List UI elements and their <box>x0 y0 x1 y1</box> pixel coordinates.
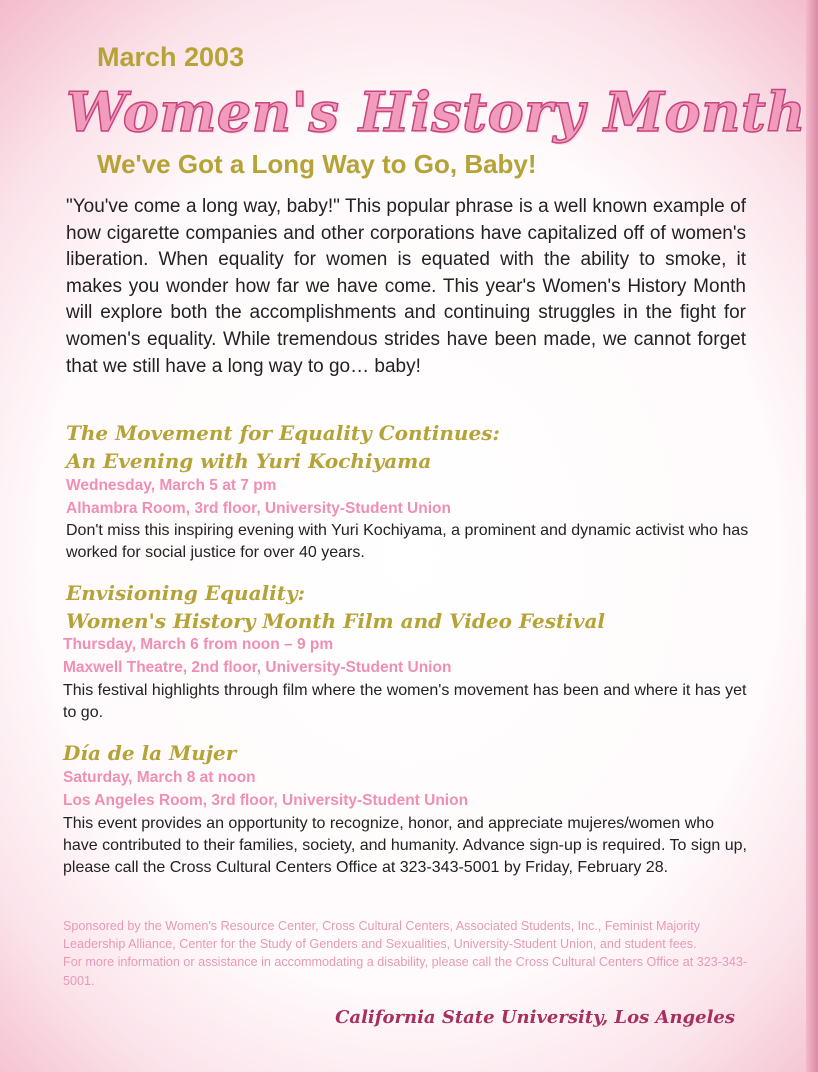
event-title-line: Women's History Month Film and Video Festival <box>66 609 606 633</box>
event-location: Alhambra Room, 3rd floor, University-Student Union <box>66 500 451 517</box>
event-2-meta <box>63 633 451 679</box>
university-signature: California State University, Los Angeles <box>335 1007 735 1028</box>
subtitle: We've Got a Long Way to Go, Baby! <box>97 149 537 179</box>
event-date: Saturday, March 8 at noon <box>63 769 256 786</box>
event-title-line: Día de la Mujer <box>63 741 237 765</box>
main-title: Women's History Month <box>66 80 807 144</box>
sponsors-text: Sponsored by the Women's Resource Center, Cross Cultural Centers, Associated Students, Inc., Feminist Majority Leadership Alliance, Center for the Study of Genders and Sexualities, University-Student Union, and student fees. <box>63 919 701 952</box>
event-title-line: The Movement for Equality Continues: <box>66 421 500 445</box>
event-3-meta <box>63 766 468 812</box>
event-2-title <box>66 579 605 635</box>
date-heading: March 2003 <box>97 42 245 72</box>
event-date: Thursday, March 6 from noon – 9 pm <box>63 636 334 653</box>
intro-paragraph: "You've come a long way, baby!" This popular phrase is a well known example of how cigarette companies and other corporations have capitalized off of women's liberation. When equality for women is equated with the ability to smoke, it makes you wonder how far we have come. This year's Women's History Month will explore both the accomplishments and continuing struggles in the fight for women's equality. While tremendous strides have been made, we cannot forget that we still have a long way to go… baby! <box>66 196 746 377</box>
event-date: Wednesday, March 5 at 7 pm <box>66 477 277 494</box>
event-1-title <box>66 419 500 475</box>
event-3-description: This event provides an opportunity to recognize, honor, and appreciate mujeres/women who have contributed to their families, society, and humanity. Advance sign-up is required. To sign up, please call the Cross Cultural Centers Office at 323-343-5001 by Friday, February 28. <box>63 815 747 876</box>
event-3-title <box>63 739 236 767</box>
event-location: Los Angeles Room, 3rd floor, University-Student Union <box>63 792 469 809</box>
event-1-meta <box>66 474 451 520</box>
sponsor-notice <box>63 917 753 990</box>
accessibility-text: For more information or assistance in accommodating a disability, please call the Cross Cultural Centers Office at 323-343-5001. <box>63 955 748 988</box>
event-1-description: Don't miss this inspiring evening with Yuri Kochiyama, a prominent and dynamic activist who has worked for social justice for over 40 years. <box>66 522 749 561</box>
event-title-line: An Evening with Yuri Kochiyama <box>66 449 432 473</box>
event-2-description: This festival highlights through film where the women's movement has been and where it has yet to go. <box>63 682 747 721</box>
event-title-line: Envisioning Equality: <box>66 581 305 605</box>
event-location: Maxwell Theatre, 2nd floor, University-Student Union <box>63 659 452 676</box>
